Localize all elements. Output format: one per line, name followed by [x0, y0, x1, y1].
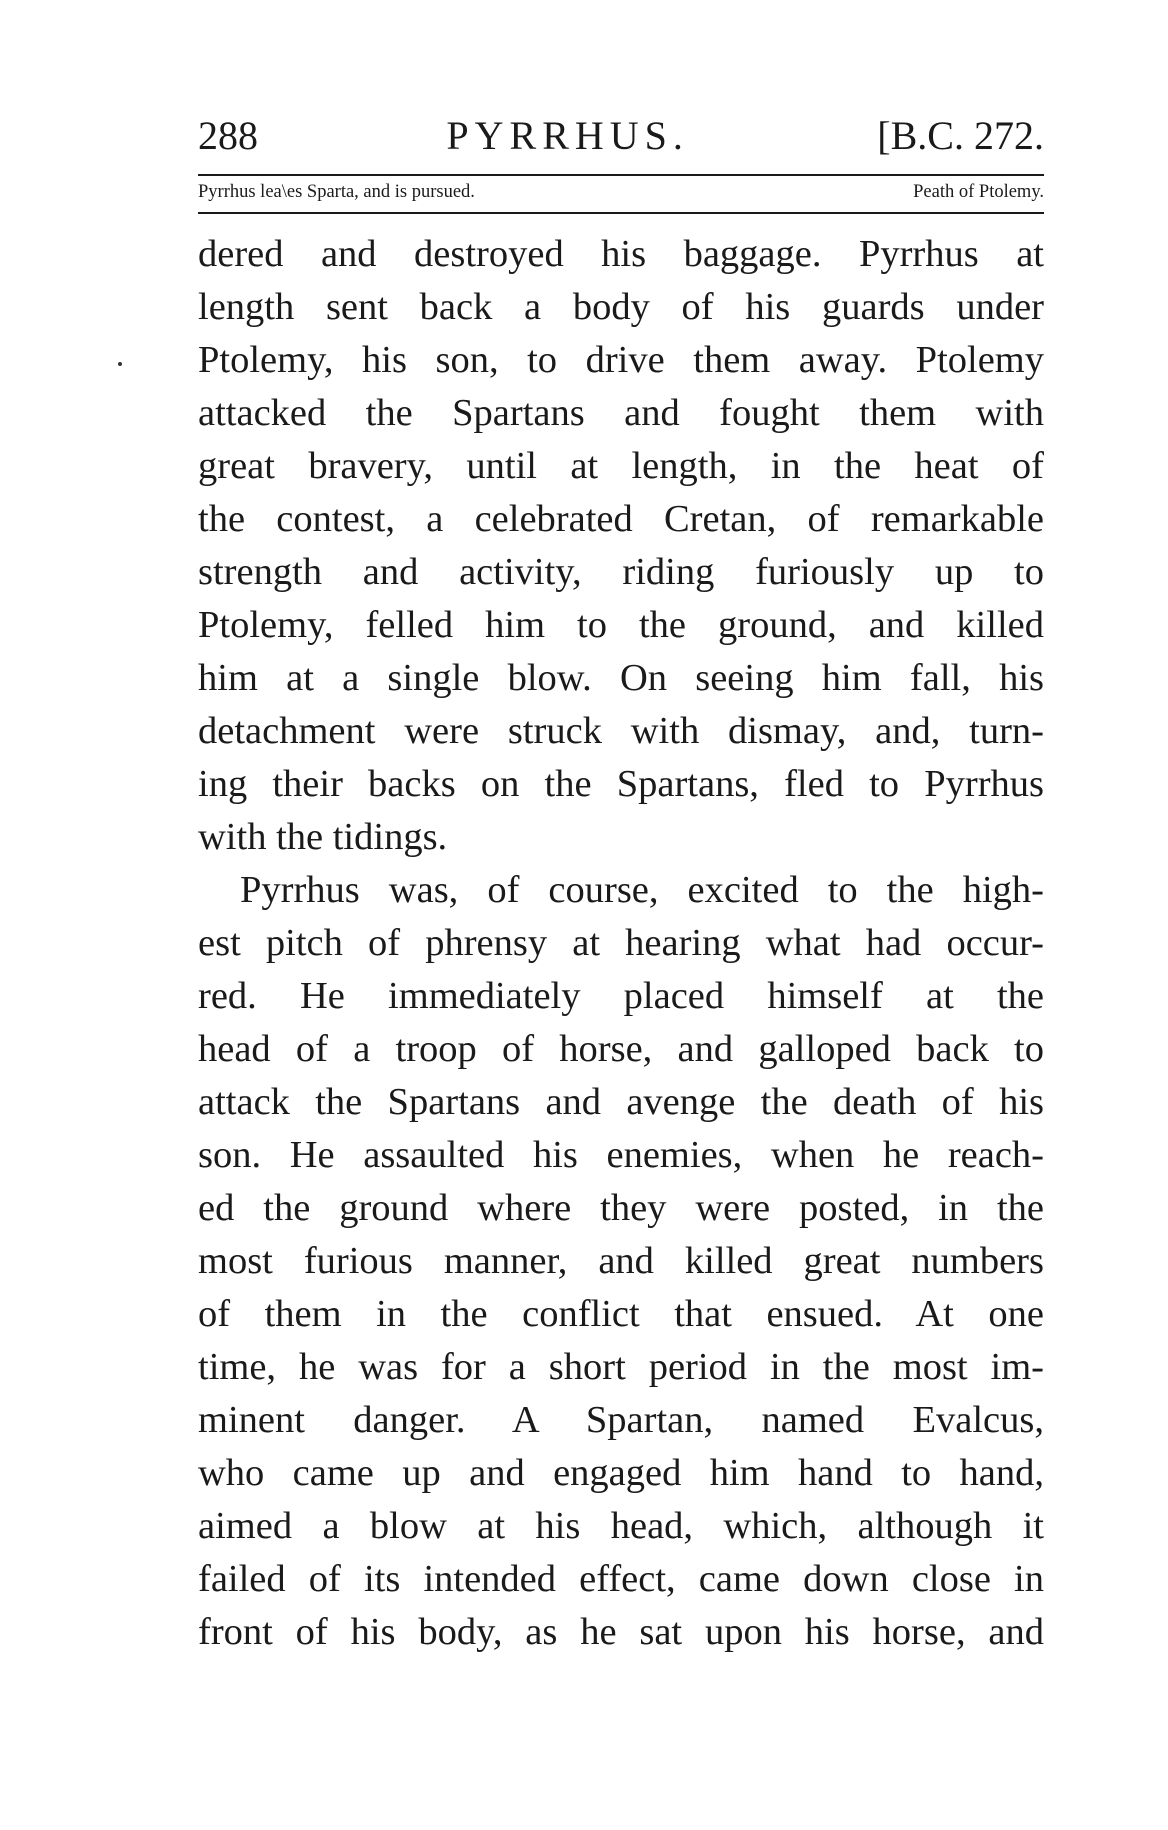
subheader-right: Peath of Ptolemy. [913, 182, 1044, 202]
text-line: who came up and engaged him hand to hand, [198, 1452, 1044, 1494]
text-line: head of a troop of horse, and galloped back to [198, 1028, 1044, 1070]
date-label: [B.C. 272. [877, 113, 1044, 158]
text-line: most furious manner, and killed great numbers [198, 1240, 1044, 1282]
text-line: dered and destroyed his baggage. Pyrrhus at [198, 233, 1044, 275]
subheader-rule [198, 212, 1044, 214]
subheader-left: Pyrrhus lea\es Sparta, and is pursued. [198, 182, 475, 202]
text-line: Ptolemy, felled him to the ground, and killed [198, 604, 1044, 646]
page-number: 288 [198, 113, 258, 158]
header-rule [198, 174, 1044, 176]
text-line: ing their backs on the Spartans, fled to Pyrrhus [198, 763, 1044, 805]
text-line: time, he was for a short period in the most im- [198, 1346, 1044, 1388]
margin-mark [118, 362, 122, 366]
text-line: the contest, a celebrated Cretan, of remarkable [198, 498, 1044, 540]
text-line: him at a single blow. On seeing him fall, his [198, 657, 1044, 699]
text-line: failed of its intended effect, came down close in [198, 1558, 1044, 1600]
text-line: of them in the conflict that ensued. At one [198, 1293, 1044, 1335]
text-line: Pyrrhus was, of course, excited to the high- [240, 869, 1044, 911]
text-line: red. He immediately placed himself at the [198, 975, 1044, 1017]
text-line: with the tidings. [198, 816, 448, 858]
text-line: ed the ground where they were posted, in the [198, 1187, 1044, 1229]
paragraph-2 [198, 864, 1044, 1659]
subheader [198, 182, 1044, 208]
text-line: length sent back a body of his guards under [198, 286, 1044, 328]
text-line: aimed a blow at his head, which, although it [198, 1505, 1044, 1547]
text-line: minent danger. A Spartan, named Evalcus, [198, 1399, 1044, 1441]
text-line: detachment were struck with dismay, and, turn- [198, 710, 1044, 752]
text-line: attack the Spartans and avenge the death of his [198, 1081, 1044, 1123]
text-line: Ptolemy, his son, to drive them away. Ptolemy [198, 339, 1044, 381]
paragraph-1 [198, 228, 1044, 864]
text-line: est pitch of phrensy at hearing what had occur- [198, 922, 1044, 964]
page [198, 112, 1044, 1659]
running-head [198, 112, 1044, 168]
text-line: front of his body, as he sat upon his horse, and [198, 1611, 1044, 1653]
text-line: great bravery, until at length, in the heat of [198, 445, 1044, 487]
text-line: son. He assaulted his enemies, when he reach- [198, 1134, 1044, 1176]
body-text [198, 228, 1044, 1659]
text-line: attacked the Spartans and fought them with [198, 392, 1044, 434]
running-title: PYRRHUS. [446, 113, 689, 158]
text-line: strength and activity, riding furiously up to [198, 551, 1044, 593]
